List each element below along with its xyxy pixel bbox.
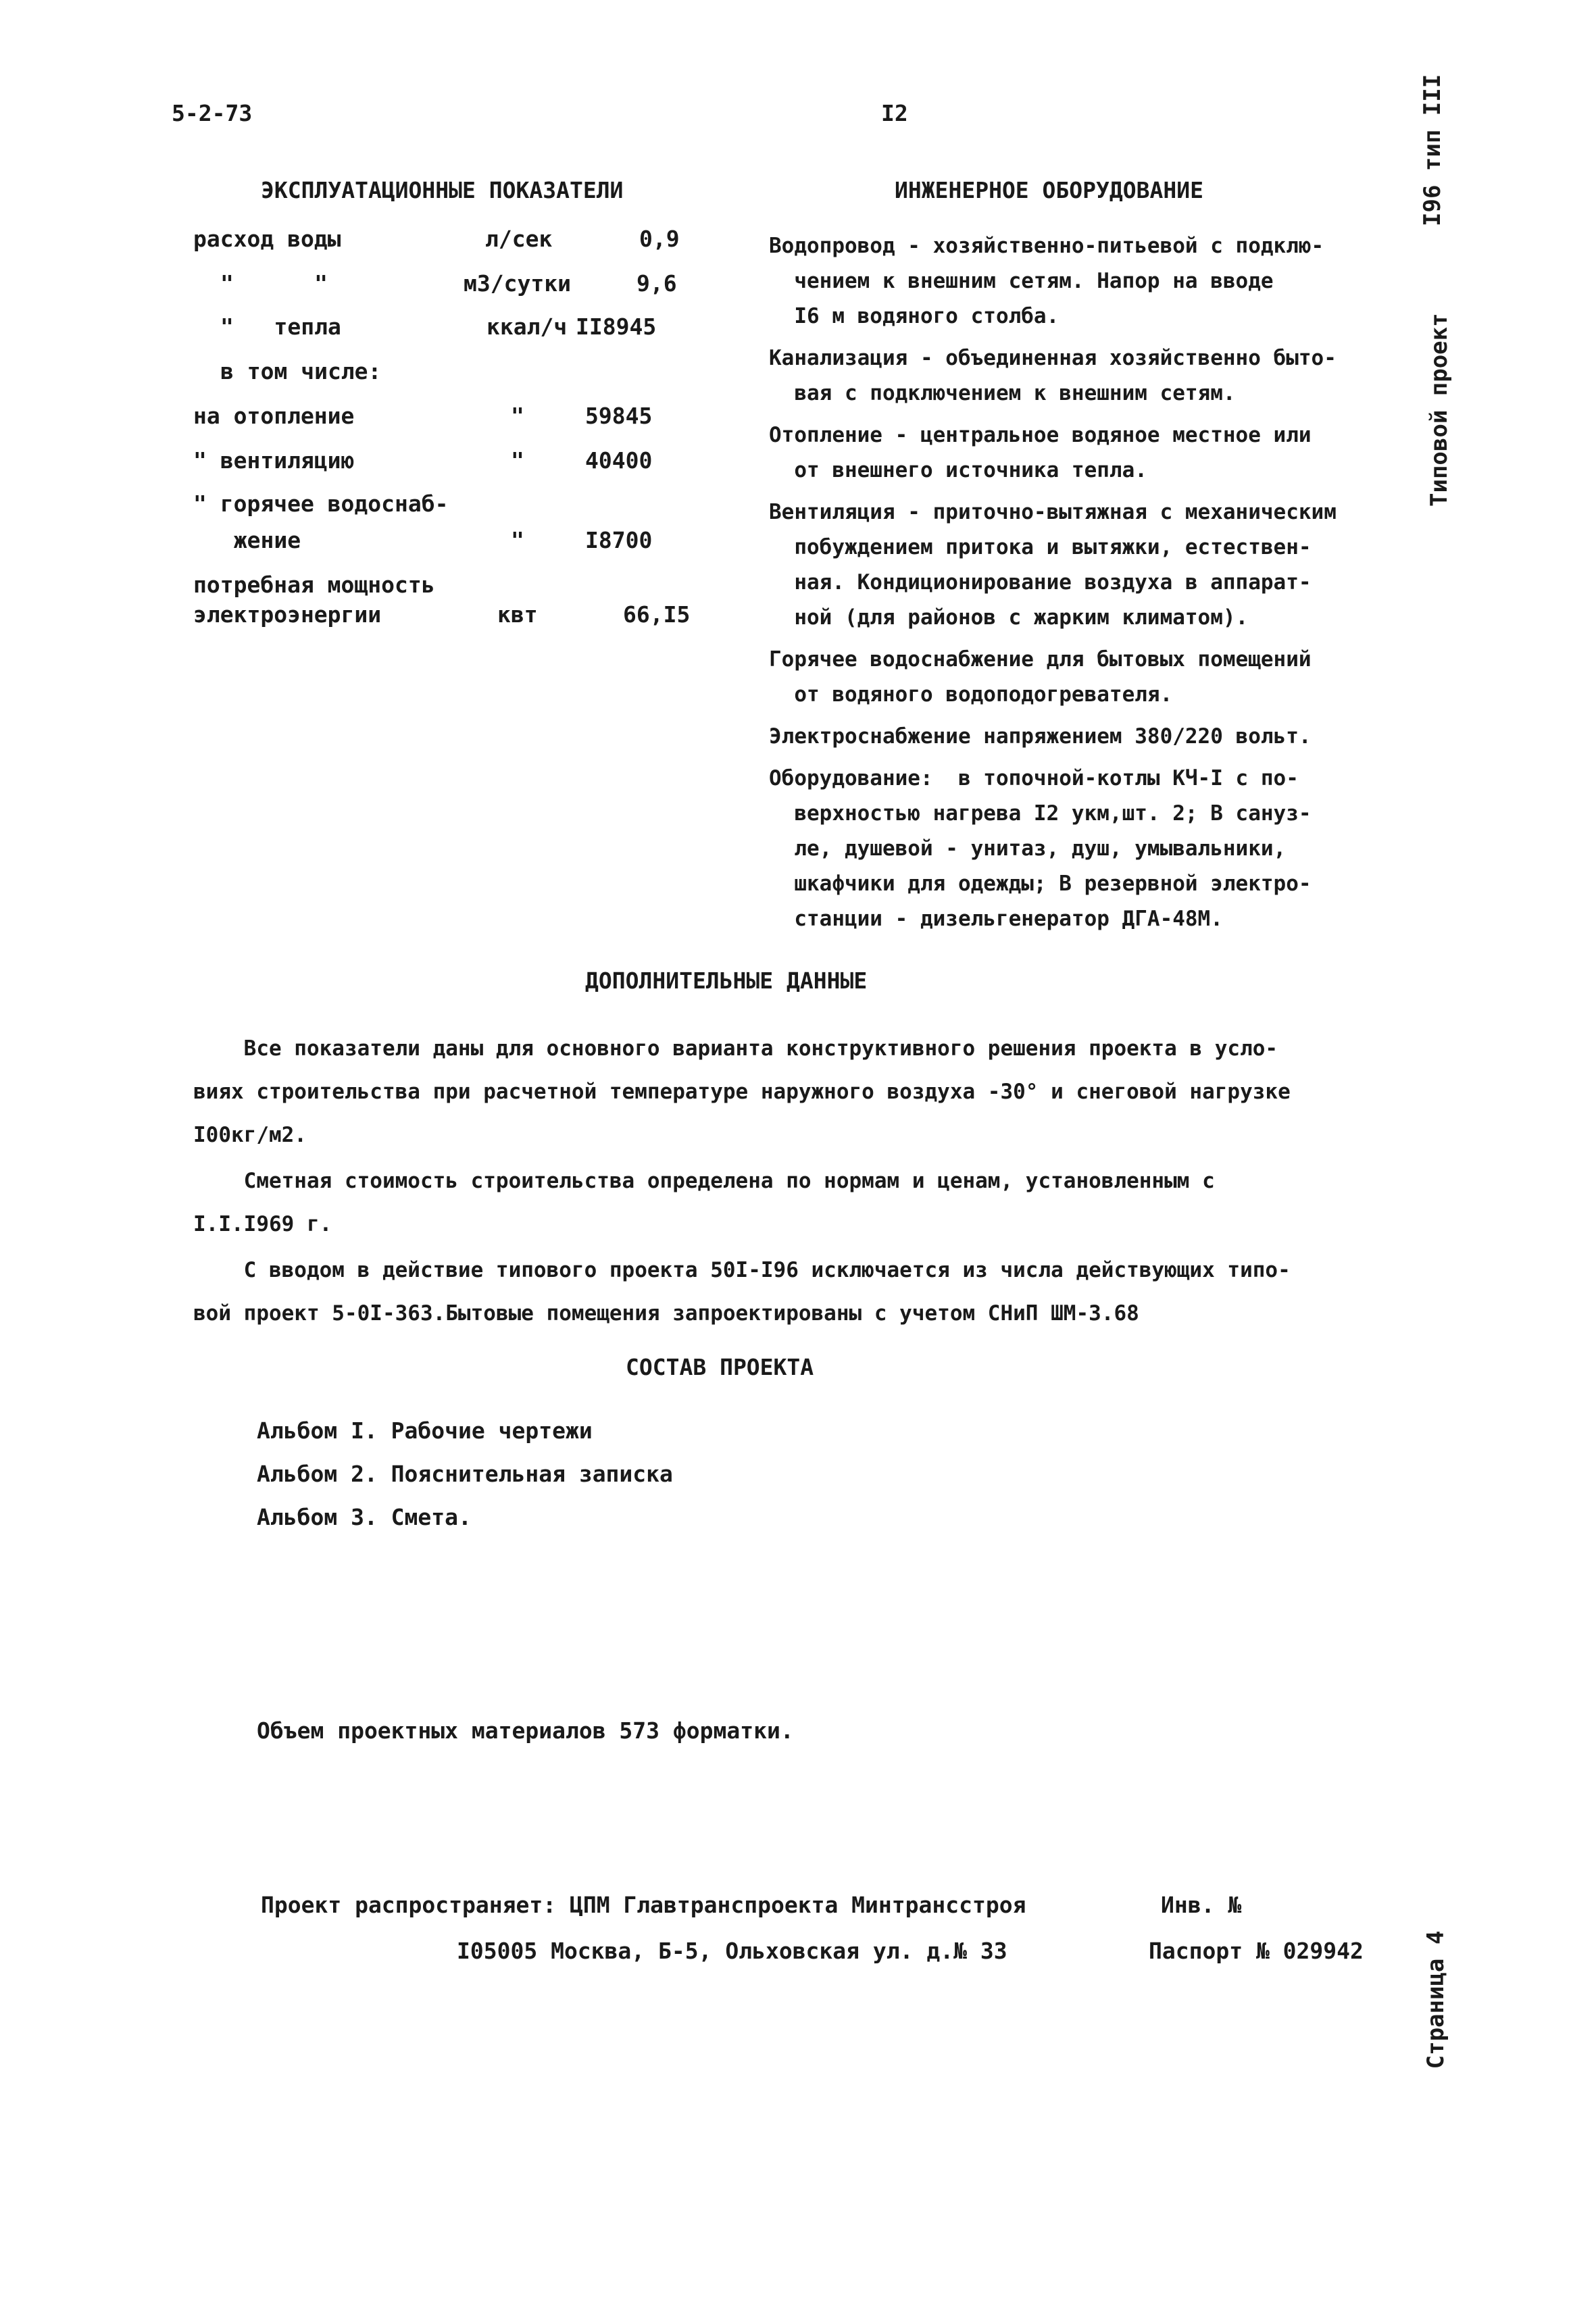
row-unit: "	[511, 403, 524, 429]
row-label: " горячее водоснаб-	[193, 491, 449, 517]
composition-title: СОСТАВ ПРОЕКТА	[626, 1354, 814, 1380]
doc-code: 5-2-73	[172, 100, 253, 126]
text-line: Горячее водоснабжение для бытовых помещений	[769, 647, 1312, 672]
operational-row	[193, 313, 707, 354]
row-label: в том числе:	[220, 358, 382, 384]
engineering-item-ventilation	[769, 495, 1377, 635]
row-label: на отопление	[193, 403, 355, 429]
text-line: ной (для районов с жарким климатом).	[769, 605, 1249, 630]
row-unit: квт	[497, 601, 538, 628]
operational-row	[193, 601, 707, 642]
album-item: Альбом 2. Пояснительная записка	[257, 1461, 673, 1487]
text-line: верхностью нагрева I2 укм,шт. 2; В сануз-	[769, 801, 1312, 826]
side-page-label: Страница 4	[1422, 1930, 1449, 2069]
text-line: Вентиляция - приточно-вытяжная с механическим	[769, 500, 1337, 524]
engineering-item-sewer	[769, 341, 1377, 411]
row-unit: л/сек	[485, 226, 553, 252]
text-line: станции - дизельгенератор ДГА-48М.	[769, 907, 1223, 931]
operational-row	[193, 491, 707, 531]
album-item: Альбом I. Рабочие чертежи	[257, 1417, 593, 1444]
row-value: 59845	[585, 403, 653, 429]
text-line: Оборудование: в топочной-котлы КЧ-I с по-	[769, 766, 1299, 790]
album-item: Альбом 3. Смета.	[257, 1504, 472, 1530]
text-line: С вводом в действие типового проекта 50I-I96 исключается из числа действующих типо-	[193, 1258, 1291, 1282]
text-line: I00кг/м2.	[193, 1123, 307, 1147]
text-line: шкафчики для одежды; В резервной электро-	[769, 872, 1312, 896]
composition-list	[257, 1409, 1068, 1539]
row-value: II8945	[576, 313, 657, 340]
row-unit: "	[511, 527, 524, 553]
engineering-item-hot-water	[769, 642, 1377, 712]
operational-row	[193, 527, 707, 568]
row-value: I8700	[585, 527, 653, 553]
operational-row	[193, 226, 707, 266]
operational-row	[193, 447, 707, 488]
row-label: " вентиляцию	[193, 447, 355, 474]
side-project-number: I96 тип III	[1419, 74, 1446, 226]
additional-text	[193, 1027, 1376, 1335]
engineering-title: ИНЖЕНЕРНОЕ ОБОРУДОВАНИЕ	[895, 177, 1203, 203]
row-value: 9,6	[637, 270, 677, 297]
volume-note: Объем проектных материалов 573 форматки.	[257, 1717, 794, 1744]
row-value: 0,9	[639, 226, 680, 252]
row-label: " "	[220, 270, 328, 297]
operational-row	[193, 270, 707, 311]
engineering-item-water	[769, 228, 1377, 334]
row-label: жение	[207, 527, 301, 553]
row-label: расход воды	[193, 226, 341, 252]
text-line: Водопровод - хозяйственно-питьевой с подклю-	[769, 234, 1324, 258]
row-value: 40400	[585, 447, 653, 474]
text-line: I6 м водяного столба.	[769, 304, 1059, 328]
row-value: 66,I5	[623, 601, 691, 628]
footer-address: I05005 Москва, Б-5, Ольховская ул. д.№ 33	[457, 1938, 1007, 1964]
operational-title: ЭКСПЛУАТАЦИОННЫЕ ПОКАЗАТЕЛИ	[261, 177, 624, 203]
additional-title: ДОПОЛНИТЕЛЬНЫЕ ДАННЫЕ	[585, 967, 868, 994]
footer-distributor: Проект распространяет: ЦПМ Главтранспроекта Минтрансстроя	[261, 1892, 1026, 1918]
text-line: вой проект 5-0I-363.Бытовые помещения запроектированы с учетом СНиП ШМ-3.68	[193, 1301, 1139, 1326]
text-line: ная. Кондиционирование воздуха в аппарат-	[769, 570, 1312, 595]
text-line: побуждением притока и вытяжки, естествен-	[769, 535, 1312, 559]
page-number: I2	[881, 100, 908, 126]
operational-row	[193, 403, 707, 443]
side-project-type: Типовой проект	[1426, 313, 1453, 507]
row-unit: м3/сутки	[464, 270, 571, 297]
text-line: вая с подключением к внешним сетям.	[769, 381, 1236, 405]
text-line: чением к внешним сетям. Напор на вводе	[769, 269, 1274, 293]
row-label: потребная мощность	[193, 572, 435, 598]
row-unit: "	[511, 447, 524, 474]
engineering-item-heating	[769, 418, 1377, 488]
engineering-list	[769, 228, 1377, 936]
engineering-item-equipment	[769, 761, 1377, 936]
text-line: Электроснабжение напряжением 380/220 вольт.	[769, 724, 1312, 749]
row-label: электроэнергии	[193, 601, 382, 628]
footer-passport: Паспорт № 029942	[1149, 1938, 1364, 1964]
text-line: ле, душевой - унитаз, душ, умывальники,	[769, 836, 1287, 861]
row-unit: ккал/ч	[487, 313, 568, 340]
text-line: I.I.I969 г.	[193, 1212, 332, 1236]
operational-row	[193, 358, 707, 399]
text-line: Все показатели даны для основного варианта конструктивного решения проекта в усло-	[193, 1036, 1278, 1061]
text-line: Отопление - центральное водяное местное или	[769, 423, 1312, 447]
text-line: виях строительства при расчетной температуре наружного воздуха -30° и снеговой нагрузке	[193, 1080, 1291, 1104]
engineering-item-power	[769, 719, 1377, 754]
footer-inventory: Инв. №	[1161, 1892, 1242, 1918]
text-line: Сметная стоимость строительства определена по нормам и ценам, установленным с	[193, 1169, 1215, 1193]
text-line: от внешнего источника тепла.	[769, 458, 1147, 482]
text-line: Канализация - объединенная хозяйственно быто-	[769, 346, 1337, 370]
row-label: " тепла	[220, 313, 341, 340]
text-line: от водяного водоподогревателя.	[769, 682, 1173, 707]
